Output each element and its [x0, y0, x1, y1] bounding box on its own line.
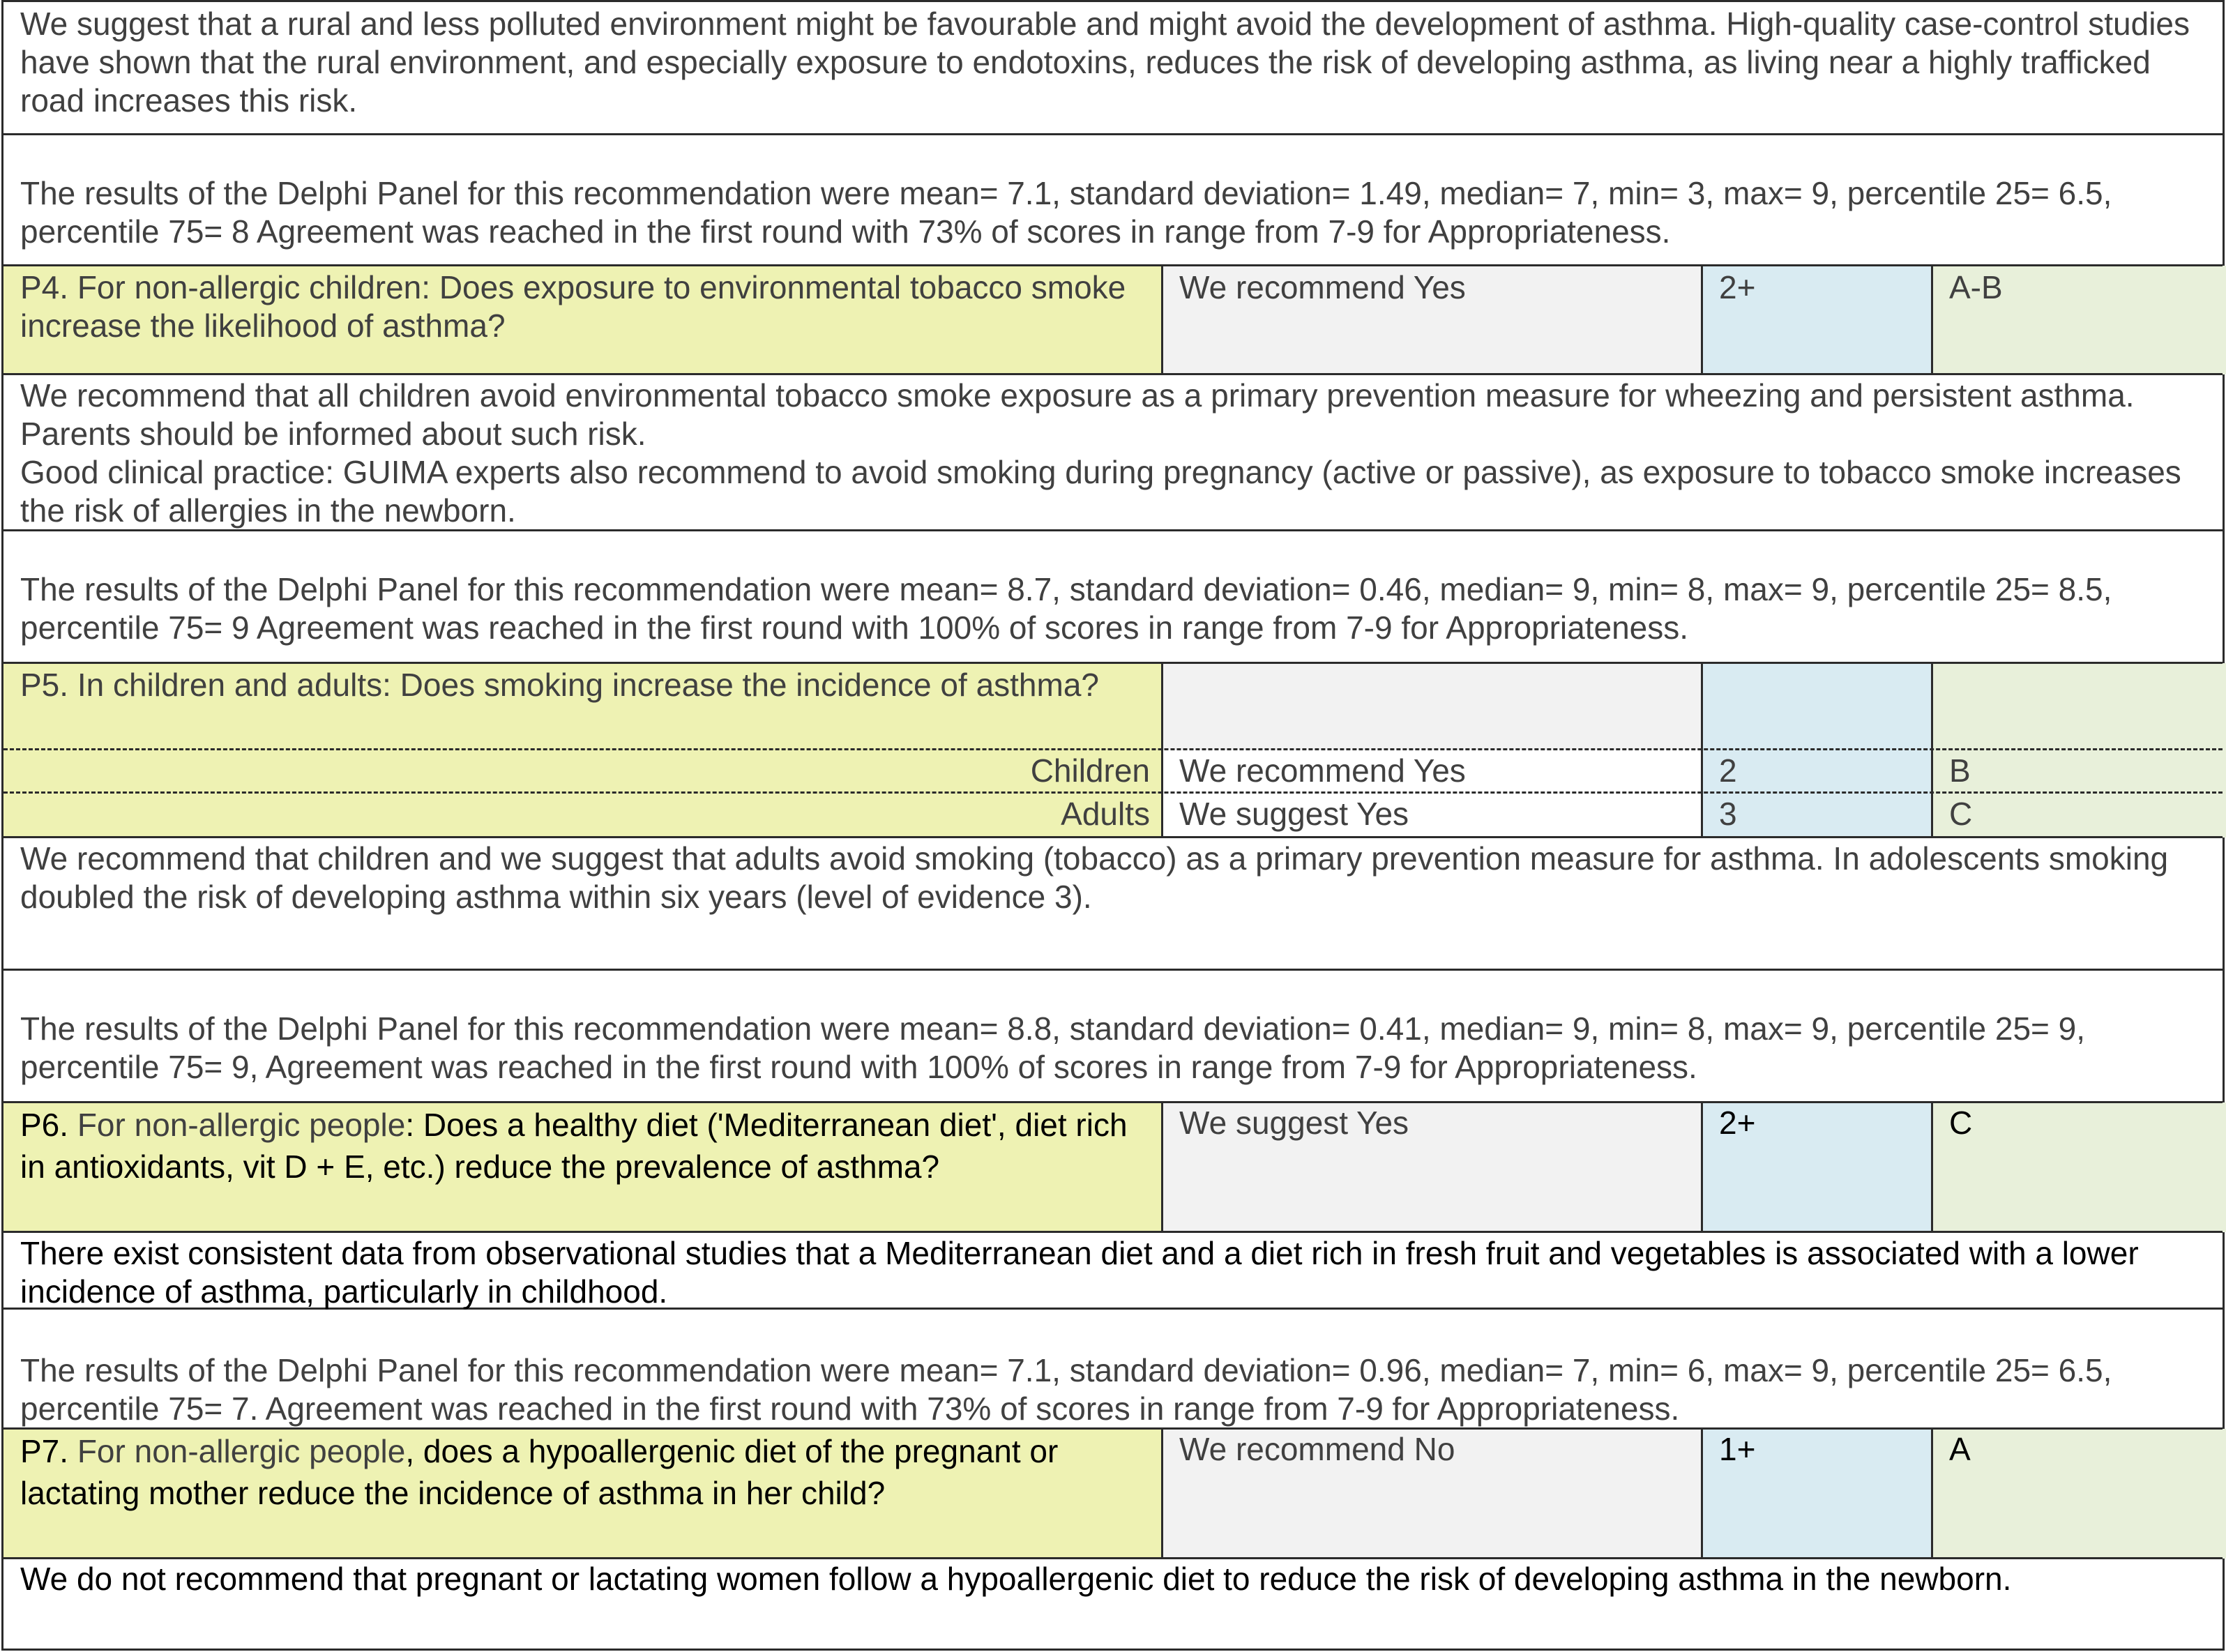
row-divider	[3, 1101, 2223, 1103]
p4-good-practice-note: Good clinical practice: GUIMA experts also recommend to avoid smoking during pregnancy (active or passive), as exposure to tobacco smoke increases the risk of allergies in the newborn.	[20, 454, 2181, 529]
column-divider	[1701, 1101, 1703, 1232]
p7-recommendation: We recommend No	[1179, 1431, 1455, 1467]
p7-question-text: , does a hypoallergenic diet of the pregnant or lactating mother reduce the incidence of asthma in her child?	[20, 1433, 1059, 1511]
p4-recommendation-text: We recommend that all children avoid environmental tobacco smoke exposure as a primary prevention measure for wheezing and persistent asthma. Parents should be informed about such risk.	[20, 377, 2135, 452]
p5-adults-label: Adults	[1061, 796, 1150, 832]
row-divider	[3, 1557, 2223, 1559]
row-divider	[3, 969, 2223, 971]
recommendations-table	[1, 0, 2225, 1651]
p5-recommendation-text: We recommend that children and we suggest that adults avoid smoking (tobacco) as a primary prevention measure for asthma. In adolescents smoking doubled the risk of developing asthma within six years (level of evidence 3).	[20, 840, 2169, 915]
row-divider	[3, 264, 2223, 266]
p6-question-text: : Does a healthy diet ('Mediterranean diet', diet rich in antioxidants, vit D + E, etc.) reduce the prevalence of asthma?	[20, 1107, 1128, 1185]
p4-evidence-level: 2+	[1719, 269, 1756, 305]
row-divider	[3, 662, 2223, 664]
p5-children-grade: B	[1949, 752, 1971, 789]
p6-grade: C	[1949, 1105, 1973, 1141]
intro-delphi-results: The results of the Delphi Panel for this recommendation were mean= 7.1, standard deviation= 1.49, median= 7, min= 3, max= 9, percentile 25= 6.5, percentile 75= 8 Agreement was reached in the first round with 73% of scores in range from 7-9 for Appropriateness.	[20, 175, 2112, 250]
p4-grade: A-B	[1949, 269, 2003, 305]
p5-adults-evidence: 3	[1719, 796, 1737, 832]
p7-question-population: For non-allergic people	[68, 1433, 406, 1469]
p5-children-label: Children	[1030, 752, 1150, 789]
p5-delphi-results: The results of the Delphi Panel for this recommendation were mean= 8.8, standard deviation= 0.41, median= 9, min= 8, max= 9, percentile 25= 9, percentile 75= 9, Agreement was reached in the first round with 100% of scores in range from 7-9 for Appropriateness.	[20, 1010, 2086, 1085]
column-divider	[1931, 1427, 1933, 1559]
p7-grade: A	[1949, 1431, 1971, 1467]
p5-adults-grade: C	[1949, 796, 1973, 832]
p4-delphi-results: The results of the Delphi Panel for this recommendation were mean= 8.7, standard deviation= 0.46, median= 9, min= 8, max= 9, percentile 25= 8.5, percentile 75= 9 Agreement was reached in the first round with 100% of scores in range from 7-9 for Appropriateness.	[20, 571, 2112, 646]
p7-recommendation-text: We do not recommend that pregnant or lactating women follow a hypoallergenic diet to reduce the risk of developing asthma in the newborn.	[20, 1561, 2012, 1597]
p6-delphi-results: The results of the Delphi Panel for this recommendation were mean= 7.1, standard deviation= 0.96, median= 7, min= 6, max= 9, percentile 25= 6.5, percentile 75= 7. Agreement was reached in the first round with 73% of scores in range from 7-9 for Appropriateness.	[20, 1352, 2112, 1427]
p7-question	[20, 1430, 1136, 1514]
p5-children-evidence: 2	[1719, 752, 1737, 789]
column-divider	[1161, 1101, 1163, 1232]
p7-evidence-level: 1+	[1719, 1431, 1756, 1467]
column-divider	[1931, 1101, 1933, 1232]
column-divider	[1161, 1427, 1163, 1559]
row-divider	[3, 1231, 2223, 1233]
row-divider	[3, 373, 2223, 375]
column-divider	[1161, 662, 1163, 838]
column-divider	[1701, 264, 1703, 374]
row-divider	[3, 133, 2223, 135]
p6-recommendation-text: There exist consistent data from observational studies that a Mediterranean diet and a diet rich in fresh fruit and vegetables is associated with a lower incidence of asthma, particularly in childhood.	[20, 1235, 2139, 1310]
p4-recommendation: We recommend Yes	[1179, 269, 1466, 305]
p7-question-id: P7.	[20, 1433, 69, 1469]
p6-question	[20, 1104, 1136, 1188]
p6-evidence-level: 2+	[1719, 1105, 1756, 1141]
p5-children-recommendation: We recommend Yes	[1179, 752, 1466, 789]
p5-adults-recommendation: We suggest Yes	[1179, 796, 1409, 832]
intro-recommendation-text: We suggest that a rural and less polluted environment might be favourable and might avoid the development of asthma. High-quality case-control studies have shown that the rural environment, and especially exposure to endotoxins, reduces the risk of developing asthma, as living near a highly trafficked road increases this risk.	[20, 6, 2190, 119]
column-divider	[1931, 264, 1933, 374]
p6-question-population: For non-allergic people	[68, 1107, 406, 1143]
dashed-row-divider	[3, 791, 2223, 794]
column-divider	[1701, 662, 1703, 838]
p5-recommendation-cell	[1163, 663, 1702, 750]
column-divider	[1931, 662, 1933, 838]
dashed-row-divider	[3, 748, 2223, 750]
p6-recommendation: We suggest Yes	[1179, 1105, 1409, 1141]
p4-question: P4. For non-allergic children: Does exposure to environmental tobacco smoke increase the likelihood of asthma?	[20, 269, 1126, 344]
p6-question-id: P6.	[20, 1107, 69, 1143]
column-divider	[1701, 1427, 1703, 1559]
p5-question: P5. In children and adults: Does smoking increase the incidence of asthma?	[20, 667, 1099, 703]
column-divider	[1161, 264, 1163, 374]
row-divider	[3, 836, 2223, 838]
